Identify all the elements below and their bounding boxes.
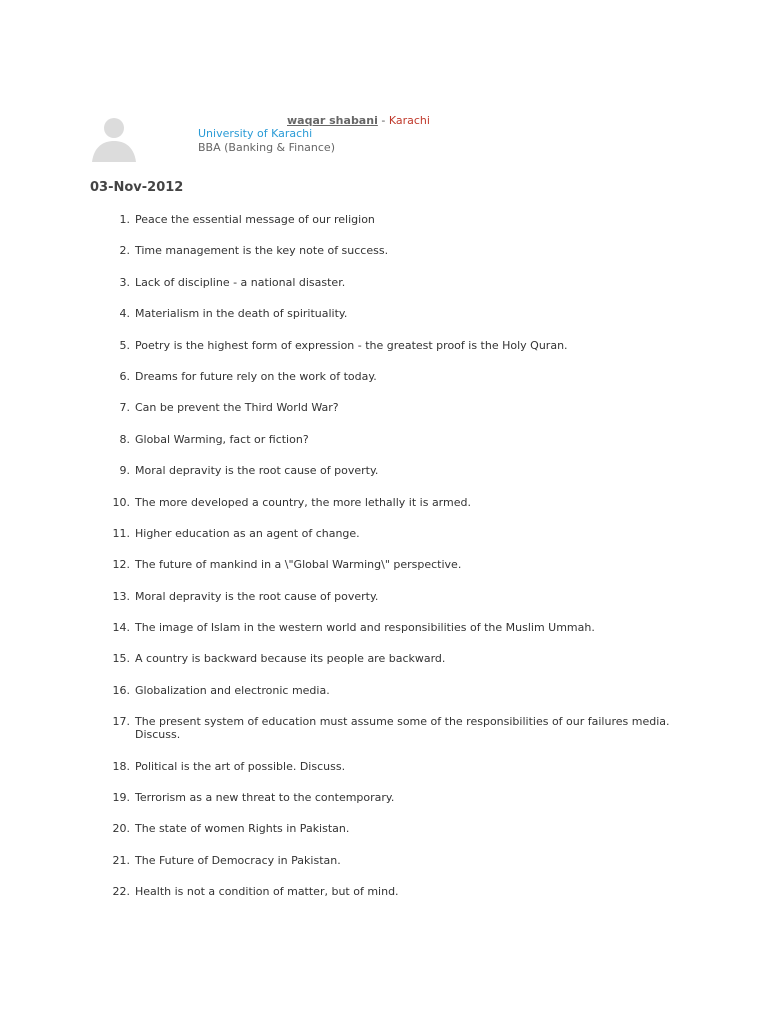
list-item bbox=[102, 213, 672, 226]
list-item bbox=[102, 276, 672, 289]
list-item bbox=[102, 590, 672, 603]
list-item-number: 9. bbox=[119, 464, 130, 478]
author-name-link[interactable]: waqar shabani bbox=[287, 114, 378, 127]
author-program: BBA (Banking & Finance) bbox=[198, 141, 335, 154]
list-item-number: 4. bbox=[119, 307, 130, 321]
list-item bbox=[102, 854, 672, 867]
list-item-text: Global Warming, fact or fiction? bbox=[135, 432, 309, 446]
list-item-number: 5. bbox=[119, 338, 130, 352]
list-item-number: 8. bbox=[119, 432, 130, 446]
list-item-number: 16. bbox=[112, 683, 130, 697]
list-item bbox=[102, 527, 672, 540]
list-item-text: Materialism in the death of spirituality. bbox=[135, 307, 348, 321]
list-item bbox=[102, 496, 672, 509]
list-item bbox=[102, 652, 672, 665]
list-item-number: 6. bbox=[119, 369, 130, 383]
topic-list bbox=[102, 213, 672, 917]
list-item-text: Can be prevent the Third World War? bbox=[135, 401, 339, 415]
list-item bbox=[102, 339, 672, 352]
list-item bbox=[102, 307, 672, 320]
list-item-text: Moral depravity is the root cause of poverty. bbox=[135, 464, 379, 478]
list-item-number: 11. bbox=[112, 526, 130, 540]
list-item-number: 2. bbox=[119, 244, 130, 258]
list-item-text: Moral depravity is the root cause of poverty. bbox=[135, 589, 379, 603]
list-item-number: 21. bbox=[112, 853, 130, 867]
list-item-text: Dreams for future rely on the work of today. bbox=[135, 369, 377, 383]
list-item bbox=[102, 244, 672, 257]
list-item-text: The more developed a country, the more lethally it is armed. bbox=[135, 495, 471, 509]
list-item bbox=[102, 433, 672, 446]
list-item-number: 13. bbox=[112, 589, 130, 603]
list-item-number: 7. bbox=[119, 401, 130, 415]
list-item bbox=[102, 370, 672, 383]
author-university: University of Karachi bbox=[198, 127, 313, 140]
author-city: Karachi bbox=[388, 114, 430, 127]
list-item-text: The present system of education must assume some of the responsibilities of our failures media. Discuss. bbox=[135, 715, 670, 742]
name-line bbox=[287, 114, 430, 127]
list-item bbox=[102, 621, 672, 634]
list-item-text: Time management is the key note of success. bbox=[135, 244, 389, 258]
list-item bbox=[102, 822, 672, 835]
list-item-text: The image of Islam in the western world and responsibilities of the Muslim Ummah. bbox=[135, 621, 595, 635]
list-item-text: Poetry is the highest form of expression - the greatest proof is the Holy Quran. bbox=[135, 338, 568, 352]
list-item-text: Peace the essential message of our religion bbox=[135, 213, 375, 226]
list-item bbox=[102, 760, 672, 773]
list-item-text: The Future of Democracy in Pakistan. bbox=[135, 853, 341, 867]
list-item-number: 18. bbox=[112, 759, 130, 773]
list-item-number: 19. bbox=[112, 791, 130, 805]
list-item-number: 20. bbox=[112, 822, 130, 836]
list-item bbox=[102, 684, 672, 697]
list-item-number: 17. bbox=[112, 715, 130, 729]
list-item-text: The future of mankind in a \"Global Warming\" perspective. bbox=[135, 558, 462, 572]
list-item-number: 10. bbox=[112, 495, 130, 509]
list-item-text: Health is not a condition of matter, but of mind. bbox=[135, 885, 399, 899]
list-item bbox=[102, 401, 672, 414]
list-item bbox=[102, 791, 672, 804]
list-item-number: 15. bbox=[112, 652, 130, 666]
list-item-text: The state of women Rights in Pakistan. bbox=[135, 822, 350, 836]
list-item-number: 3. bbox=[119, 275, 130, 289]
list-item bbox=[102, 464, 672, 477]
user-silhouette-icon bbox=[90, 114, 138, 162]
list-item bbox=[102, 558, 672, 571]
document-date: 03-Nov-2012 bbox=[90, 180, 184, 195]
list-item-number: 12. bbox=[112, 558, 130, 572]
list-item-text: Terrorism as a new threat to the contemporary. bbox=[135, 791, 395, 805]
list-item bbox=[102, 715, 672, 741]
list-item-text: Lack of discipline - a national disaster. bbox=[135, 275, 346, 289]
list-item-text: Globalization and electronic media. bbox=[135, 683, 330, 697]
list-item bbox=[102, 885, 672, 898]
list-item-text: A country is backward because its people are backward. bbox=[135, 652, 446, 666]
list-item-number: 22. bbox=[112, 885, 130, 899]
list-item-number: 14. bbox=[112, 621, 130, 635]
list-item-text: Political is the art of possible. Discuss. bbox=[135, 759, 346, 773]
list-item-number: 1. bbox=[119, 213, 130, 226]
name-separator: - bbox=[381, 114, 386, 127]
list-item-text: Higher education as an agent of change. bbox=[135, 526, 360, 540]
profile-header bbox=[90, 110, 690, 166]
